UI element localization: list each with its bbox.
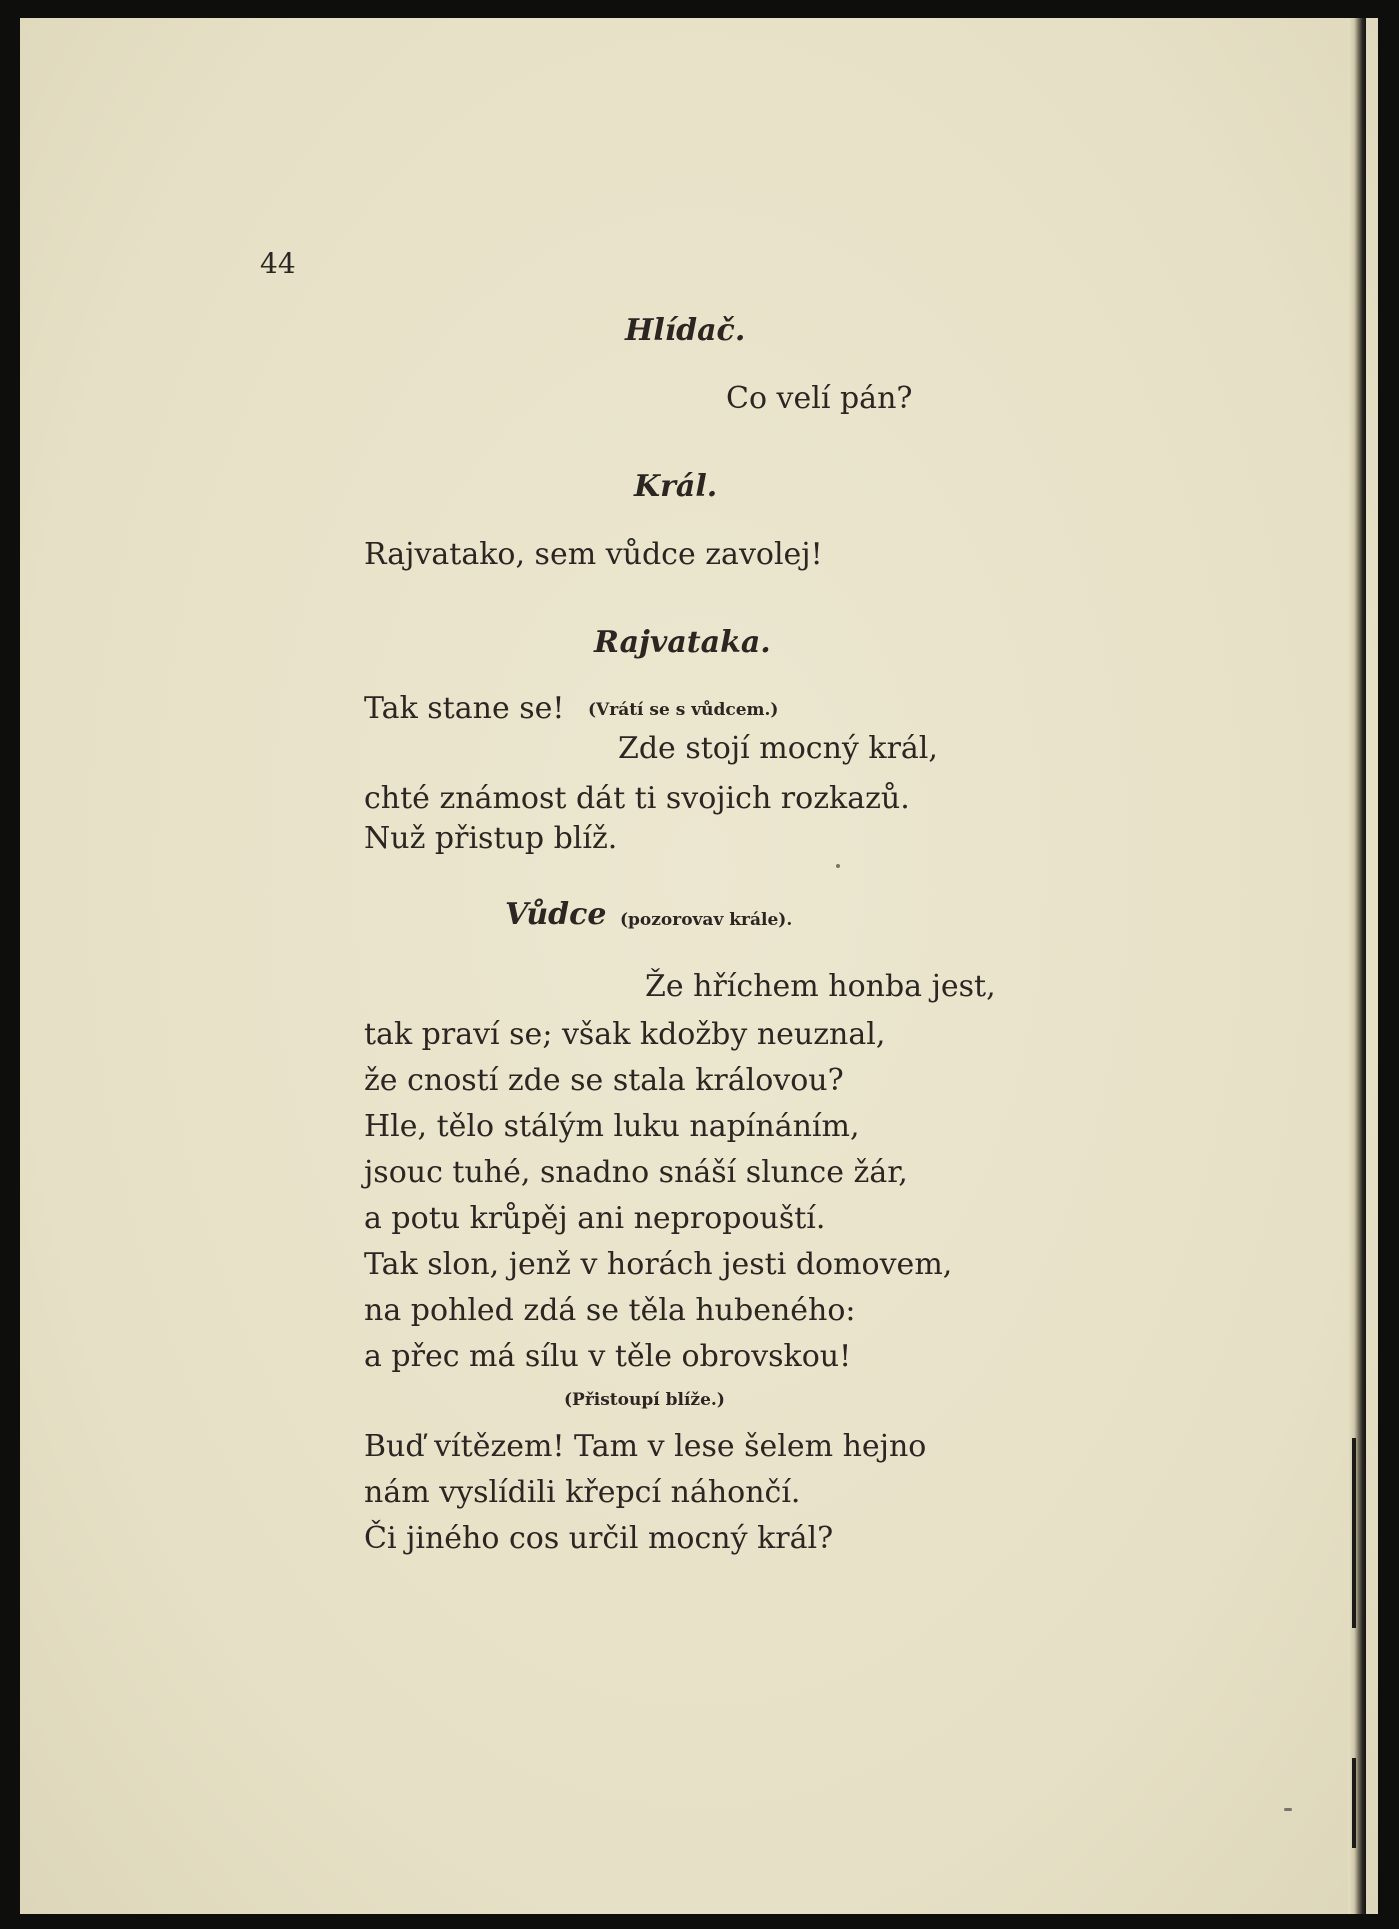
verse-line: Rajvatako, sem vůdce zavolej! [364,537,823,572]
book-page [20,18,1378,1914]
verse-line: a přec má sílu v těle obrovskou! [364,1339,852,1374]
verse-line: Nuž přistup blíž. [364,821,618,856]
verse-line: na pohled zdá se těla hubeného: [364,1293,856,1328]
binding-mark [1352,1438,1356,1628]
verse-line: Tak stane se! [364,691,565,726]
speaker-name: Hlídač. [625,313,746,348]
page-number: 44 [260,247,296,280]
verse-line: a potu krůpěj ani nepropouští. [364,1201,826,1236]
paper-speck [1284,1808,1292,1811]
stage-direction: (Vrátí se s vůdcem.) [588,700,779,720]
verse-line: Či jiného cos určil mocný král? [364,1521,834,1556]
speaker-name: Král. [634,469,718,504]
binding-mark [1352,1758,1356,1848]
stage-direction: (pozorovav krále). [620,910,793,930]
verse-line: Tak slon, jenž v horách jesti domovem, [364,1247,953,1282]
verse-line: Buď vítězem! Tam v lese šelem hejno [364,1429,927,1464]
verse-line: Že hříchem honba jest, [645,969,996,1004]
paper-speck [836,864,840,868]
verse-line: tak praví se; však kdožby neuznal, [364,1017,886,1052]
speaker-name: Rajvataka. [594,625,771,660]
speaker-name: Vůdce [505,897,607,932]
verse-line: že cností zde se stala královou? [364,1063,844,1098]
verse-line: jsouc tuhé, snadno snáší slunce žár, [364,1155,908,1190]
verse-line: nám vyslídili křepcí náhončí. [364,1475,801,1510]
page-binding-edge [1348,18,1366,1914]
stage-direction: (Přistoupí blíže.) [564,1390,725,1410]
verse-line: chté známost dát ti svojich rozkazů. [364,781,910,816]
verse-line: Zde stojí mocný král, [618,731,938,766]
verse-line: Co velí pán? [726,381,913,416]
verse-line: Hle, tělo stálým luku napínáním, [364,1109,860,1144]
